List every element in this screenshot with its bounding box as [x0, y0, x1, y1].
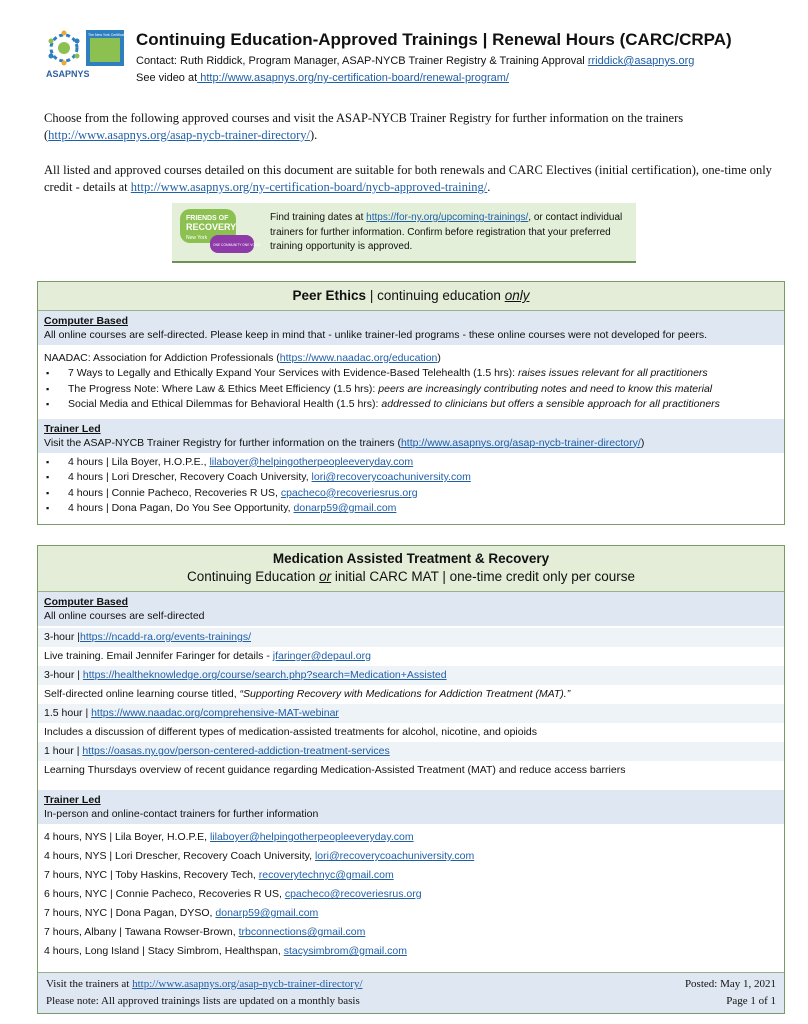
oasas-link[interactable]: https://oasas.ny.gov/person-centered-addiction-treatment-services	[82, 745, 390, 757]
trainer-email-link[interactable]: lori@recoverycoachuniversity.com	[314, 850, 475, 862]
list-item: ▪ The Progress Note: Where Law & Ethics Meet Efficiency (1.5 hrs): peers are increasingly contributing notes and need to know this material	[68, 382, 784, 398]
list-item: 4 hours, NYS | Lori Drescher, Recovery Coach University, lori@recoverycoachuniversity.com	[44, 850, 475, 862]
logo-text: ASAPNYS	[46, 69, 90, 79]
posted-date: Posted: May 1, 2021	[684, 978, 776, 990]
list-item: ▪ 4 hours | Lori Drescher, Recovery Coach University, lori@recoverycoachuniversity.com	[68, 470, 784, 486]
approved-training-link[interactable]: http://www.asapnys.org/ny-certification-board/nycb-approved-training/	[130, 180, 488, 194]
footer-note: Please note: All approved trainings lists are updated on a monthly basis	[46, 995, 360, 1007]
page-number: Page 1 of 1	[726, 995, 776, 1007]
list-item: ▪ 4 hours | Lila Boyer, H.O.P.E., lilaboyer@helpingotherpeopleeveryday.com	[68, 455, 784, 471]
naadac-course-list	[38, 366, 784, 413]
list-item: Self-directed online learning course titled, “Supporting Recovery with Medications for Addiction Treatment (MAT).”	[44, 688, 571, 700]
mat-section	[37, 545, 785, 1014]
naadac-line: NAADAC: Association for Addiction Professionals (https://www.naadac.org/education)	[44, 352, 441, 364]
trainer-email-link[interactable]: stacysimbrom@gmail.com	[283, 945, 407, 957]
video-line: See video at http://www.asapnys.org/ny-certification-board/renewal-program/	[136, 72, 509, 84]
peer-trainer-list	[38, 455, 784, 517]
svg-text:New York: New York	[186, 235, 208, 241]
trainer-email-link[interactable]: lilaboyer@helpingotherpeopleeveryday.com	[209, 831, 414, 843]
list-item: 3-hour | https://healtheknowledge.org/course/search.php?search=Medication+Assisted	[38, 666, 784, 685]
mat-header: Medication Assisted Treatment & Recovery Continuing Education or initial CARC MAT | one-time credit only per course	[38, 546, 784, 592]
contact-email-link[interactable]: rriddick@asapnys.org	[587, 55, 695, 67]
footer-directory-link[interactable]: http://www.asapnys.org/asap-nycb-trainer-directory/	[132, 978, 363, 990]
trainer-email-link[interactable]: cpacheco@recoveriesrus.org	[280, 486, 418, 499]
list-item: ▪ 4 hours | Connie Pacheco, Recoveries R US, cpacheco@recoveriesrus.org	[68, 486, 784, 502]
trainer-directory-link[interactable]: http://www.asapnys.org/asap-nycb-trainer-directory/	[48, 128, 310, 142]
naadac-mat-link[interactable]: https://www.naadac.org/comprehensive-MAT-webinar	[91, 707, 339, 719]
contact-line: Contact: Ruth Riddick, Program Manager, ASAP-NYCB Trainer Registry & Training Approval rriddick@asapnys.org	[136, 55, 695, 67]
peer-trainer-led-header: Trainer Led Visit the ASAP-NYCB Trainer Registry for further information on the trainers (http://www.asapnys.org/asap-nycb-trainer-directory/)	[38, 419, 784, 453]
svg-text:FRIENDS OF: FRIENDS OF	[186, 215, 229, 222]
peer-ethics-section	[37, 281, 785, 525]
list-item: 7 hours, NYC | Toby Haskins, Recovery Tech, recoverytechnyc@gmail.com	[44, 869, 394, 881]
peer-ethics-header: Peer Ethics | continuing education only	[38, 282, 784, 311]
list-item: 1.5 hour | https://www.naadac.org/comprehensive-MAT-webinar	[38, 704, 784, 723]
video-link[interactable]: http://www.asapnys.org/ny-certification-board/renewal-program/	[197, 72, 509, 84]
list-item: 7 hours, Albany | Tawana Rowser-Brown, trbconnections@gmail.com	[44, 926, 366, 938]
mat-computer-based-header: Computer Based All online courses are self-directed	[38, 592, 784, 626]
list-item: Includes a discussion of different types of medication-assisted treatments for alcohol, nicotine, and opioids	[44, 726, 537, 738]
asapnys-logo	[44, 28, 140, 80]
list-item: 3-hour |https://ncadd-ra.org/events-trainings/	[38, 628, 784, 647]
list-item: Live training. Email Jennifer Faringer for details - jfaringer@depaul.org	[44, 650, 371, 662]
svg-text:ONE COMMUNITY ONE VOICE: ONE COMMUNITY ONE VOICE	[213, 243, 261, 247]
page-footer	[38, 972, 784, 1013]
trainer-email-link[interactable]: donarp59@gmail.com	[215, 907, 319, 919]
naadac-education-link[interactable]: https://www.naadac.org/education	[279, 352, 438, 364]
healtheknowledge-link[interactable]: https://healtheknowledge.org/course/search.php?search=Medication+Assisted	[82, 669, 447, 681]
ncadd-link[interactable]: https://ncadd-ra.org/events-trainings/	[80, 631, 252, 643]
list-item: ▪ Social Media and Ethical Dilemmas for Behavioral Health (1.5 hrs): addressed to clinicians but offers a sensible approach for all practitioners	[68, 397, 784, 413]
badge-text: The New York Certification Board	[88, 33, 140, 37]
list-item: Learning Thursdays overview of recent guidance regarding Medication-Assisted Treatment (MAT) and reduce access barriers	[44, 764, 626, 776]
mat-trainer-list	[38, 824, 784, 961]
trainer-email-link[interactable]: cpacheco@recoveriesrus.org	[284, 888, 422, 900]
footer-visit: Visit the trainers at http://www.asapnys.org/asap-nycb-trainer-directory/	[46, 978, 363, 990]
list-item: 1 hour | https://oasas.ny.gov/person-centered-addiction-treatment-services	[38, 742, 784, 761]
peer-computer-based-header: Computer Based All online courses are self-directed. Please keep in mind that - unlike trainer-led programs - these online courses were not developed for peers.	[38, 311, 784, 345]
trainer-email-link[interactable]: trbconnections@gmail.com	[238, 926, 366, 938]
list-item: 6 hours, NYC | Connie Pacheco, Recoveries R US, cpacheco@recoveriesrus.org	[44, 888, 422, 900]
list-item: 7 hours, NYC | Dona Pagan, DYSO, donarp59@gmail.com	[44, 907, 319, 919]
list-item: ▪ 7 Ways to Legally and Ethically Expand Your Services with Evidence-Based Telehealth (1.5 hrs): raises issues relevant for all practitioners	[68, 366, 784, 382]
mat-trainer-led-header: Trainer Led In-person and online-contact trainers for further information	[38, 790, 784, 824]
friends-of-recovery-text: Find training dates at https://for-ny.org/upcoming-trainings/, or contact individual trainers for further information. Confirm before registration that your preferred training opportunity is approved.	[270, 212, 623, 252]
friends-of-recovery-box	[172, 203, 636, 263]
list-item: 4 hours, NYS | Lila Boyer, H.O.P.E, lilaboyer@helpingotherpeopleeveryday.com	[44, 831, 414, 843]
upcoming-trainings-link[interactable]: https://for-ny.org/upcoming-trainings/	[366, 212, 529, 223]
trainer-email-link[interactable]: donarp59@gmail.com	[293, 502, 397, 514]
trainer-registry-link[interactable]: http://www.asapnys.org/asap-nycb-trainer-directory/	[400, 436, 641, 449]
mat-course-list	[38, 626, 784, 780]
trainer-email-link[interactable]: lori@recoverycoachuniversity.com	[311, 471, 471, 483]
svg-text:RECOVERY: RECOVERY	[186, 222, 237, 232]
trainer-email-link[interactable]: lilaboyer@helpingotherpeopleeveryday.com	[209, 455, 414, 468]
list-item: ▪ 4 hours | Dona Pagan, Do You See Opportunity, donarp59@gmail.com	[68, 501, 784, 517]
trainer-email-link[interactable]: recoverytechnyc@gmail.com	[258, 869, 394, 881]
page-title: Continuing Education-Approved Trainings | Renewal Hours (CARC/CRPA)	[136, 30, 732, 49]
intro-paragraph-2: All listed and approved courses detailed on this document are suitable for both renewals and CARC Electives (initial certification), one-time only credit - details at http://www.asapnys.org/ny-certification-board/nycb-approved-training/.	[44, 163, 772, 194]
faringer-email-link[interactable]: jfaringer@depaul.org	[272, 650, 371, 662]
list-item: 4 hours, Long Island | Stacy Simbrom, Healthspan, stacysimbrom@gmail.com	[44, 945, 407, 957]
intro-paragraph-1: Choose from the following approved courses and visit the ASAP-NYCB Trainer Registry for further information on the trainers (http://www.asapnys.org/asap-nycb-trainer-directory/).	[44, 111, 684, 142]
friends-of-recovery-logo	[180, 209, 261, 257]
